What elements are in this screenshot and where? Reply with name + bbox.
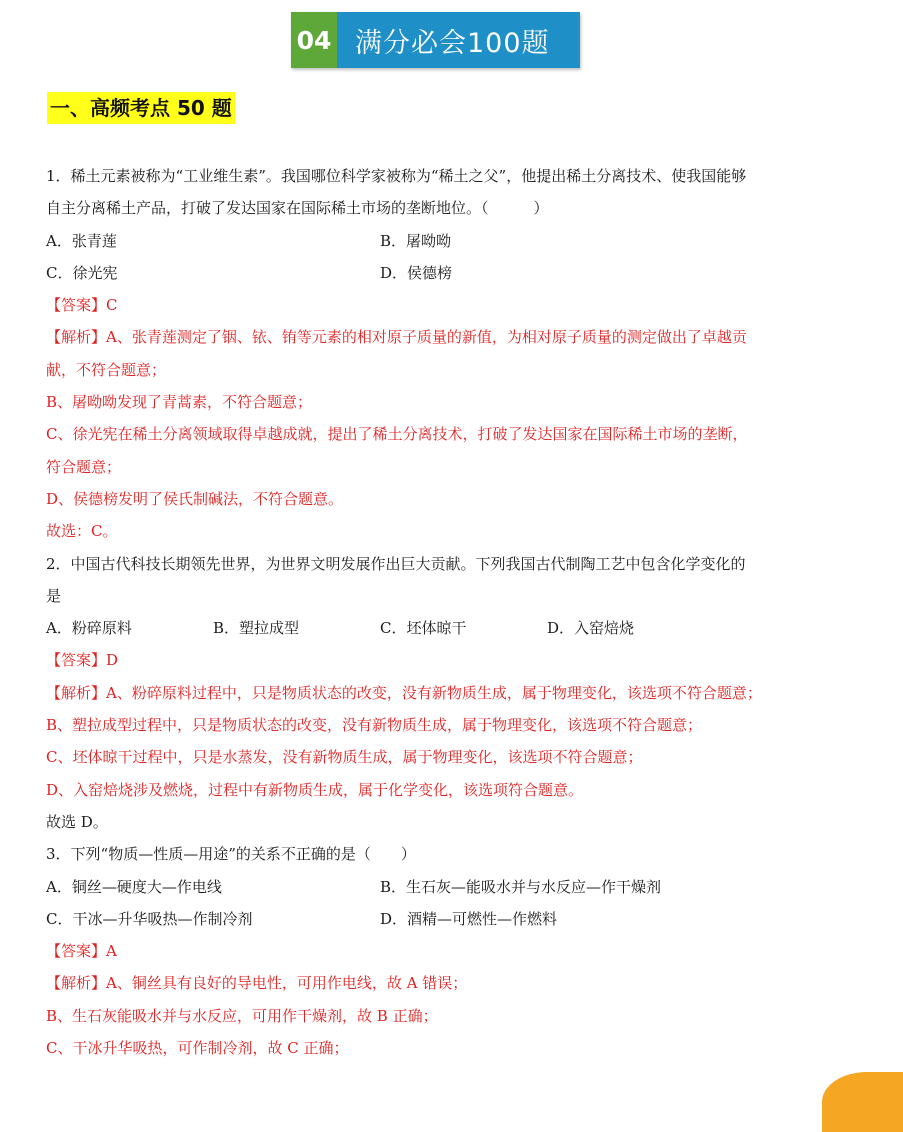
q2-option-d: D．入窑焙烧 bbox=[547, 619, 635, 638]
banner-number: 04 bbox=[291, 12, 337, 68]
q2-stem-line-2: 是 bbox=[46, 586, 62, 605]
q2-options-row bbox=[46, 612, 846, 644]
q2-analysis-line: B、塑拉成型过程中，只是物质状态的改变，没有新物质生成，属于物理变化，该选项不符合题意； bbox=[46, 716, 703, 735]
q2-option-b: B．塑拉成型 bbox=[213, 619, 300, 638]
q1-conclusion: 故选：C。 bbox=[46, 522, 118, 541]
q2-conclusion: 故选 D。 bbox=[46, 812, 108, 831]
q3-analysis-line: 【解析】A、铜丝具有良好的导电性，可用作电线，故 A 错误； bbox=[46, 974, 468, 993]
q1-option-a: A．张青莲 bbox=[46, 231, 117, 250]
q1-analysis-line: 【解析】A、张青莲测定了铟、铱、铕等元素的相对原子质量的新值，为相对原子质量的测定做出了卓越贡 bbox=[46, 328, 747, 347]
q3-option-d: D．酒精—可燃性—作燃料 bbox=[380, 909, 558, 928]
q1-analysis-line: 献，不符合题意； bbox=[46, 360, 167, 379]
q2-option-a: A．粉碎原料 bbox=[46, 619, 132, 638]
q3-options-row-2 bbox=[46, 903, 846, 935]
q1-option-d: D．侯德榜 bbox=[380, 263, 453, 282]
q1-options-row-1 bbox=[46, 225, 846, 257]
q1-option-c: C．徐光宪 bbox=[46, 263, 118, 282]
section-title: 一、高频考点 50 题 bbox=[47, 92, 235, 124]
q3-option-c: C．干冰—升华吸热—作制冷剂 bbox=[46, 909, 253, 928]
q3-analysis-line: B、生石灰能吸水并与水反应，可用作干燥剂，故 B 正确； bbox=[46, 1006, 438, 1025]
q1-analysis-line: D、侯德榜发明了侯氏制碱法，不符合题意。 bbox=[46, 489, 344, 508]
header-banner bbox=[291, 12, 580, 68]
q1-analysis-line: B、屠呦呦发现了青蒿素，不符合题意； bbox=[46, 393, 313, 412]
q1-stem-line-1: 1．稀土元素被称为“工业维生素”。我国哪位科学家被称为“稀土之父”，他提出稀土分离技术、使我国能够 bbox=[46, 167, 747, 185]
question-content bbox=[46, 160, 846, 1064]
q2-analysis-line: D、入窑焙烧涉及燃烧，过程中有新物质生成，属于化学变化，该选项符合题意。 bbox=[46, 780, 584, 799]
q2-analysis-line: C、坯体晾干过程中，只是水蒸发，没有新物质生成，属于物理变化，该选项不符合题意； bbox=[46, 748, 643, 767]
q2-stem-line-1: 2．中国古代科技长期领先世界，为世界文明发展作出巨大贡献。下列我国古代制陶工艺中包含化学变化的 bbox=[46, 554, 746, 573]
q2-answer: 【答案】D bbox=[46, 651, 119, 670]
q1-options-row-2 bbox=[46, 257, 846, 289]
banner-title: 满分必会100题 bbox=[337, 12, 580, 68]
q3-analysis-line: C、干冰升华吸热，可作制冷剂，故 C 正确； bbox=[46, 1039, 349, 1058]
q2-analysis-line: 【解析】A、粉碎原料过程中，只是物质状态的改变，没有新物质生成，属于物理变化，该选项不符合题意； bbox=[46, 683, 762, 702]
q2-option-c: C．坯体晾干 bbox=[380, 619, 467, 638]
q3-answer: 【答案】A bbox=[46, 942, 117, 961]
q3-stem: 3．下列“物质—性质—用途”的关系不正确的是（ ） bbox=[46, 845, 416, 864]
page-corner-decoration bbox=[822, 1072, 903, 1132]
q1-analysis-line: 符合题意； bbox=[46, 457, 122, 476]
q1-answer: 【答案】C bbox=[46, 296, 118, 315]
q3-options-row-1 bbox=[46, 871, 846, 903]
q1-option-b: B．屠呦呦 bbox=[380, 231, 452, 250]
q3-option-b: B．生石灰—能吸水并与水反应—作干燥剂 bbox=[380, 877, 662, 896]
q3-option-a: A．铜丝—硬度大—作电线 bbox=[46, 877, 222, 896]
q1-analysis-line: C、徐光宪在稀土分离领域取得卓越成就，提出了稀土分离技术，打破了发达国家在国际稀土市场的垄断， bbox=[46, 425, 748, 444]
q1-stem-line-2: 自主分离稀土产品，打破了发达国家在国际稀土市场的垄断地位。（ ） bbox=[46, 199, 549, 218]
